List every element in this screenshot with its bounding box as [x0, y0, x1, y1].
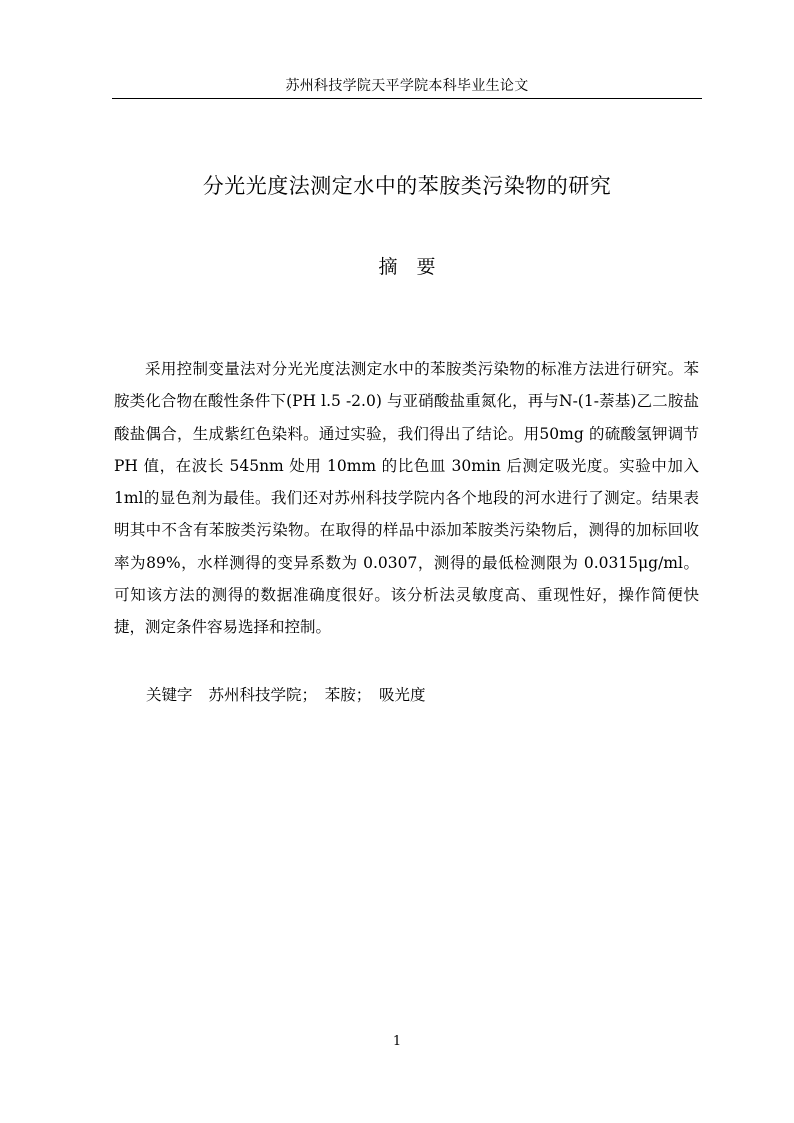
page-title: 分光光度法测定水中的苯胺类污染物的研究	[202, 174, 612, 198]
keywords-items: 苏州科技学院； 苯胺； 吸光度	[208, 686, 426, 704]
keywords-line	[146, 684, 696, 706]
abstract-body: 采用控制变量法对分光光度法测定水中的苯胺类污染物的标准方法进行研究。苯胺类化合物在酸性条件下(PH l.5 -2.0) 与亚硝酸盐重氮化，再与N-(1-萘基)乙二胺盐酸盐偶合，生成紫红色染料。通过实验，我们得出了结论。用50mg 的硫酸氢钾调节PH 值，在波长 545nm 处用 10mm 的比色皿 30min 后测定吸光度。实验中加入 1ml的显色剂为最佳。我们还对苏州科技学院内各个地段的河水进行了测定。结果表明其中不含有苯胺类污染物。在取得的样品中添加苯胺类污染物后，测得的加标回收率为89%，水样测得的变异系数为 0.0307，测得的最低检测限为 0.0315μg/ml。可知该方法的测得的数据准确度很好。该分析法灵敏度高、重现性好，操作简便快捷，测定条件容易选择和控制。	[114, 360, 699, 637]
page-number: 1	[392, 1034, 402, 1049]
abstract-heading: 摘 要	[378, 256, 436, 278]
keywords-label: 关键字	[146, 686, 193, 704]
header-rule	[112, 98, 702, 99]
page-header: 苏州科技学院天平学院本科毕业生论文	[285, 78, 529, 94]
